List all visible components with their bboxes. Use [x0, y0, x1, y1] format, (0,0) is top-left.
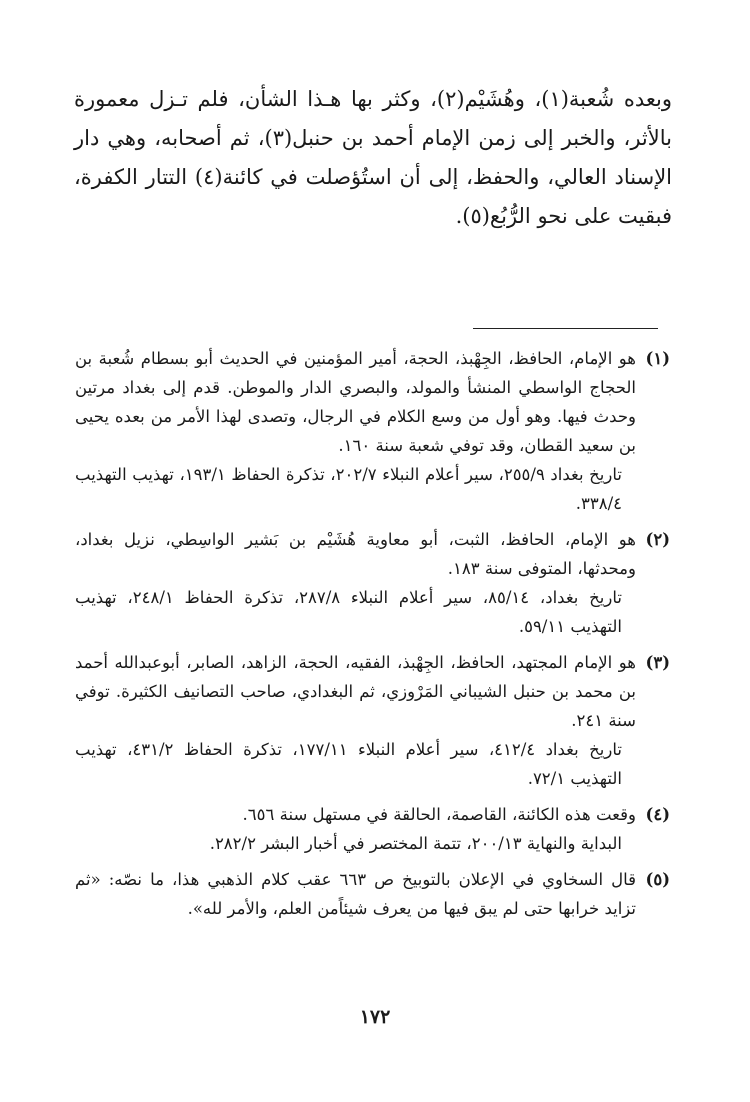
footnote-text: قال السخاوي في الإعلان بالتوبيخ ص ٦٦٣ عقب كلام الذهبي هذا، ما نصّه: «ثم تزايد خرابها حتى لم يبق فيها من يعرف شيئاًمن العلم، والأمر لله». [75, 870, 636, 918]
page-number: ١٧٢ [359, 1006, 391, 1028]
footnotes [75, 344, 670, 930]
footnote-text: هو الإمام، الحافظ، الثبت، أبو معاوية هُشَيْم بن بَشير الواسِطي، نزيل بغداد، ومحدثها، المتوفى سنة ١٨٣. [75, 530, 636, 578]
footnote-text: وقعت هذه الكائنة، القاصمة، الحالقة في مستهل سنة ٦٥٦. [242, 805, 636, 824]
footnote-number: (١) [645, 349, 670, 368]
footnote-separator [473, 328, 658, 329]
footnote-number: (٢) [645, 530, 670, 549]
footnote [75, 865, 670, 923]
footnote [75, 525, 670, 641]
footnote-text: هو الإمام المجتهد، الحافظ، الجِهْبذ، الفقيه، الحجة، الزاهد، الصابر، أبوعبدالله أحمد بن محمد بن حنبل الشيباني المَرْوزي، ثم البغدادي، صاحب التصانيف الكثيرة. توفي سنة ٢٤١. [75, 653, 636, 730]
footnote-number: (٥) [645, 870, 670, 889]
footnote-reference: البداية والنهاية ٢٠٠/١٣، تتمة المختصر في أخبار البشر ٢٨٢/٢. [209, 834, 622, 853]
main-text [74, 80, 672, 236]
footnote [75, 344, 670, 518]
footnote [75, 800, 670, 858]
footnote-reference: تاريخ بغداد ٢٥٥/٩، سير أعلام النبلاء ٢٠٢/٧، تذكرة الحفاظ ١٩٣/١، تهذيب التهذيب ٣٣٨/٤. [75, 465, 622, 513]
footnote-number: (٤) [645, 805, 670, 824]
footnote-reference: تاريخ بغداد ٤١٢/٤، سير أعلام النبلاء ١٧٧/١١، تذكرة الحفاظ ٤٣١/٢، تهذيب التهذيب ٧٢/١. [75, 740, 622, 788]
footnote-number: (٣) [645, 653, 670, 672]
footnote-reference: تاريخ بغداد، ٨٥/١٤، سير أعلام النبلاء ٢٨٧/٨، تذكرة الحفاظ ٢٤٨/١، تهذيب التهذيب ٥٩/١١. [75, 588, 622, 636]
footnote-text: هو الإمام، الحافظ، الجِهْبذ، الحجة، أمير المؤمنين في الحديث أبو بسطام شُعبة بن الحجاج الواسطي المنشأ والمولد، والبصري الدار والموطن. قدم إلى بغداد مرتين وحدث فيها. وهو أول من وسع الكلام في الرجال، وتصدى لهذا الأمر من بعده يحيى بن سعيد القطان، وقد توفي شعبة سنة ١٦٠. [75, 349, 636, 455]
footnote [75, 648, 670, 793]
main-paragraph: وبعده شُعبة(١)، وهُشَيْم(٢)، وكثر بها هـذا الشأن، فلم تـزل معمورة بالأثر، والخبر إلى زمن الإمام أحمد بن حنبل(٣)، ثم أصحابه، وهي دار الإسناد العالي، والحفظ، إلى أن استُؤصلت في كائنة(٤) التتار الكفرة، فبقيت على نحو الرُّبُع(٥). [74, 87, 672, 228]
